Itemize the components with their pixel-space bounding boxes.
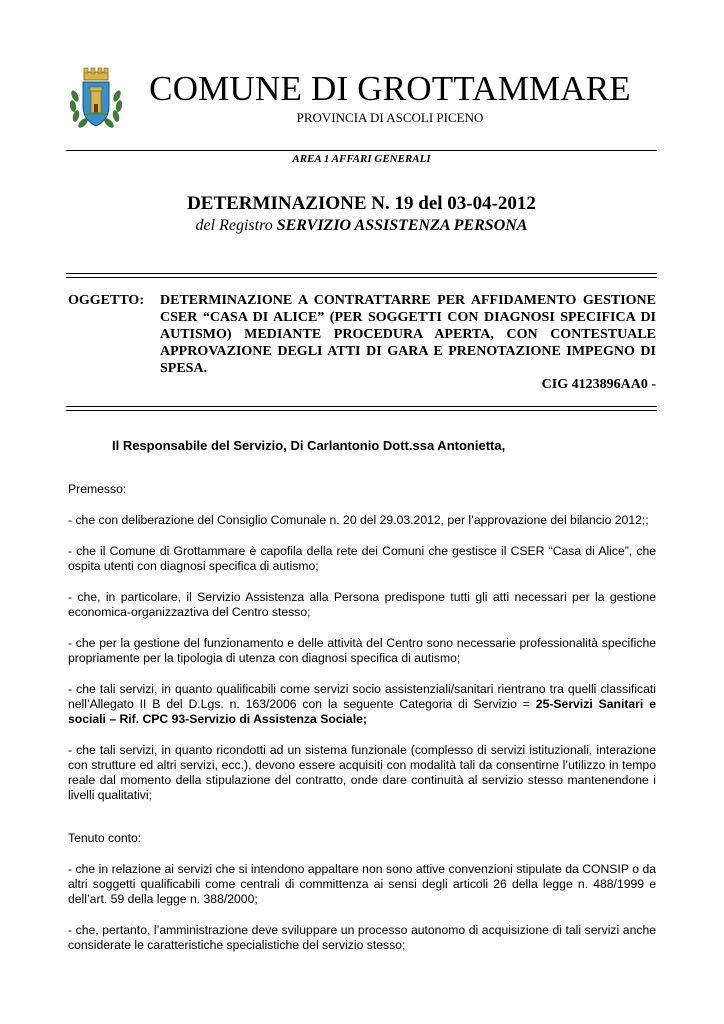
paragraph-2: - che il Comune di Grottammare è capofila della rete dei Comuni che gestisce il CSER “Casa di Alice”, che ospita utenti con diagnosi specifica di autismo; [68,544,656,573]
paragraph-7: - che in relazione ai servizi che si intendono appaltare non sono attive convenzioni stipulate da CONSIP o da altri soggetti qualificabili come centrali di committenza ai sensi degli articoli 26 della legge n. 488/1999 e dell’art. 59 della legge n. 388/2000; [68,862,656,906]
paragraph-3: - che, in particolare, il Servizio Assistenza alla Persona predispone tutti gli atti necessari per la gestione economica-organizzaztiva del Centro stesso; [68,590,656,619]
cig-code: CIG 4123896AA0 - [541,377,656,392]
paragraph-5 [68,682,656,727]
responsible-heading: Il Responsabile del Servizio, Di Carlantonio Dott.ssa Antonietta, [112,438,506,453]
document-body [68,438,656,953]
paragraph-4: - che per la gestione del funzionamento e delle attività del Centro sono necessarie professionalità specifiche propriamente per la tipologia di utenza con diagnosi specifica di autismo; [68,636,656,665]
paragraph-6: - che tali servizi, in quanto ricondotti ad un sistema funzionale (complesso di servizi istituzionali, interazione con strutture ed altri servizi, ecc.), devono essere acquisiti con modalità tali da consentirne l’utilizzo in tempo reale dal momento della stipulazione del contratto, onde dare continuità al servizio stesso mantenendone i livelli qualitativi; [68,743,656,802]
province-subtitle: PROVINCIA DI ASCOLI PICENO [296,110,484,125]
subject-text: DETERMINAZIONE A CONTRATTARRE PER AFFIDAMENTO GESTIONE CSER “CASA DI ALICE” (PER SOGGETTI CON DIAGNOSI SPECIFICA DI AUTISMO) MEDIANTE PROCEDURA APERTA, CON CONTESTUALE APPROVAZIONE DEGLI ATTI DI GARA E PRENOTAZIONE IMPEGNO DI SPESA. [160,293,656,376]
tenuto-conto-heading: Tenuto conto: [68,831,142,845]
registry-name: SERVIZIO ASSISTENZA PERSONA [276,217,528,234]
premesso-heading: Premesso: [68,482,127,496]
service-category: 25-Servizi Sanitari e sociali – Rif. CPC 93-Servizio di Assistenza Sociale; [68,697,656,726]
paragraph-8: - che, pertanto, l’amministrazione deve sviluppare un processo autonomo di acquisizione di tali servizi anche considerate le caratteristiche specialistiche del servizio stesso; [68,923,656,952]
municipality-title: COMUNE DI GROTTAMMARE [149,69,631,108]
municipal-crest-icon [66,66,126,130]
subject-top-divider [66,273,657,278]
paragraph-1: - che con deliberazione del Consiglio Comunale n. 20 del 29.03.2012, per l’approvazione del bilancio 2012;; [68,513,649,527]
determination-registry [66,216,657,236]
subject-label: OGGETTO: [68,293,144,308]
subject-bottom-divider [66,406,657,411]
determination-title: DETERMINAZIONE N. 19 del 03-04-2012 [187,193,536,214]
paragraph-5-text: - che tali servizi, in quanto qualificabili come servizi socio assistenziali/sanitari rientrano tra quelli classificati nell’Allegato II B del D.Lgs. n. 163/2006 con la seguente Categoria di Servizio = [68,682,656,711]
header-divider [66,150,657,151]
area-label: AREA 1 AFFARI GENERALI [292,153,431,165]
registry-prefix: del Registro [195,217,273,234]
